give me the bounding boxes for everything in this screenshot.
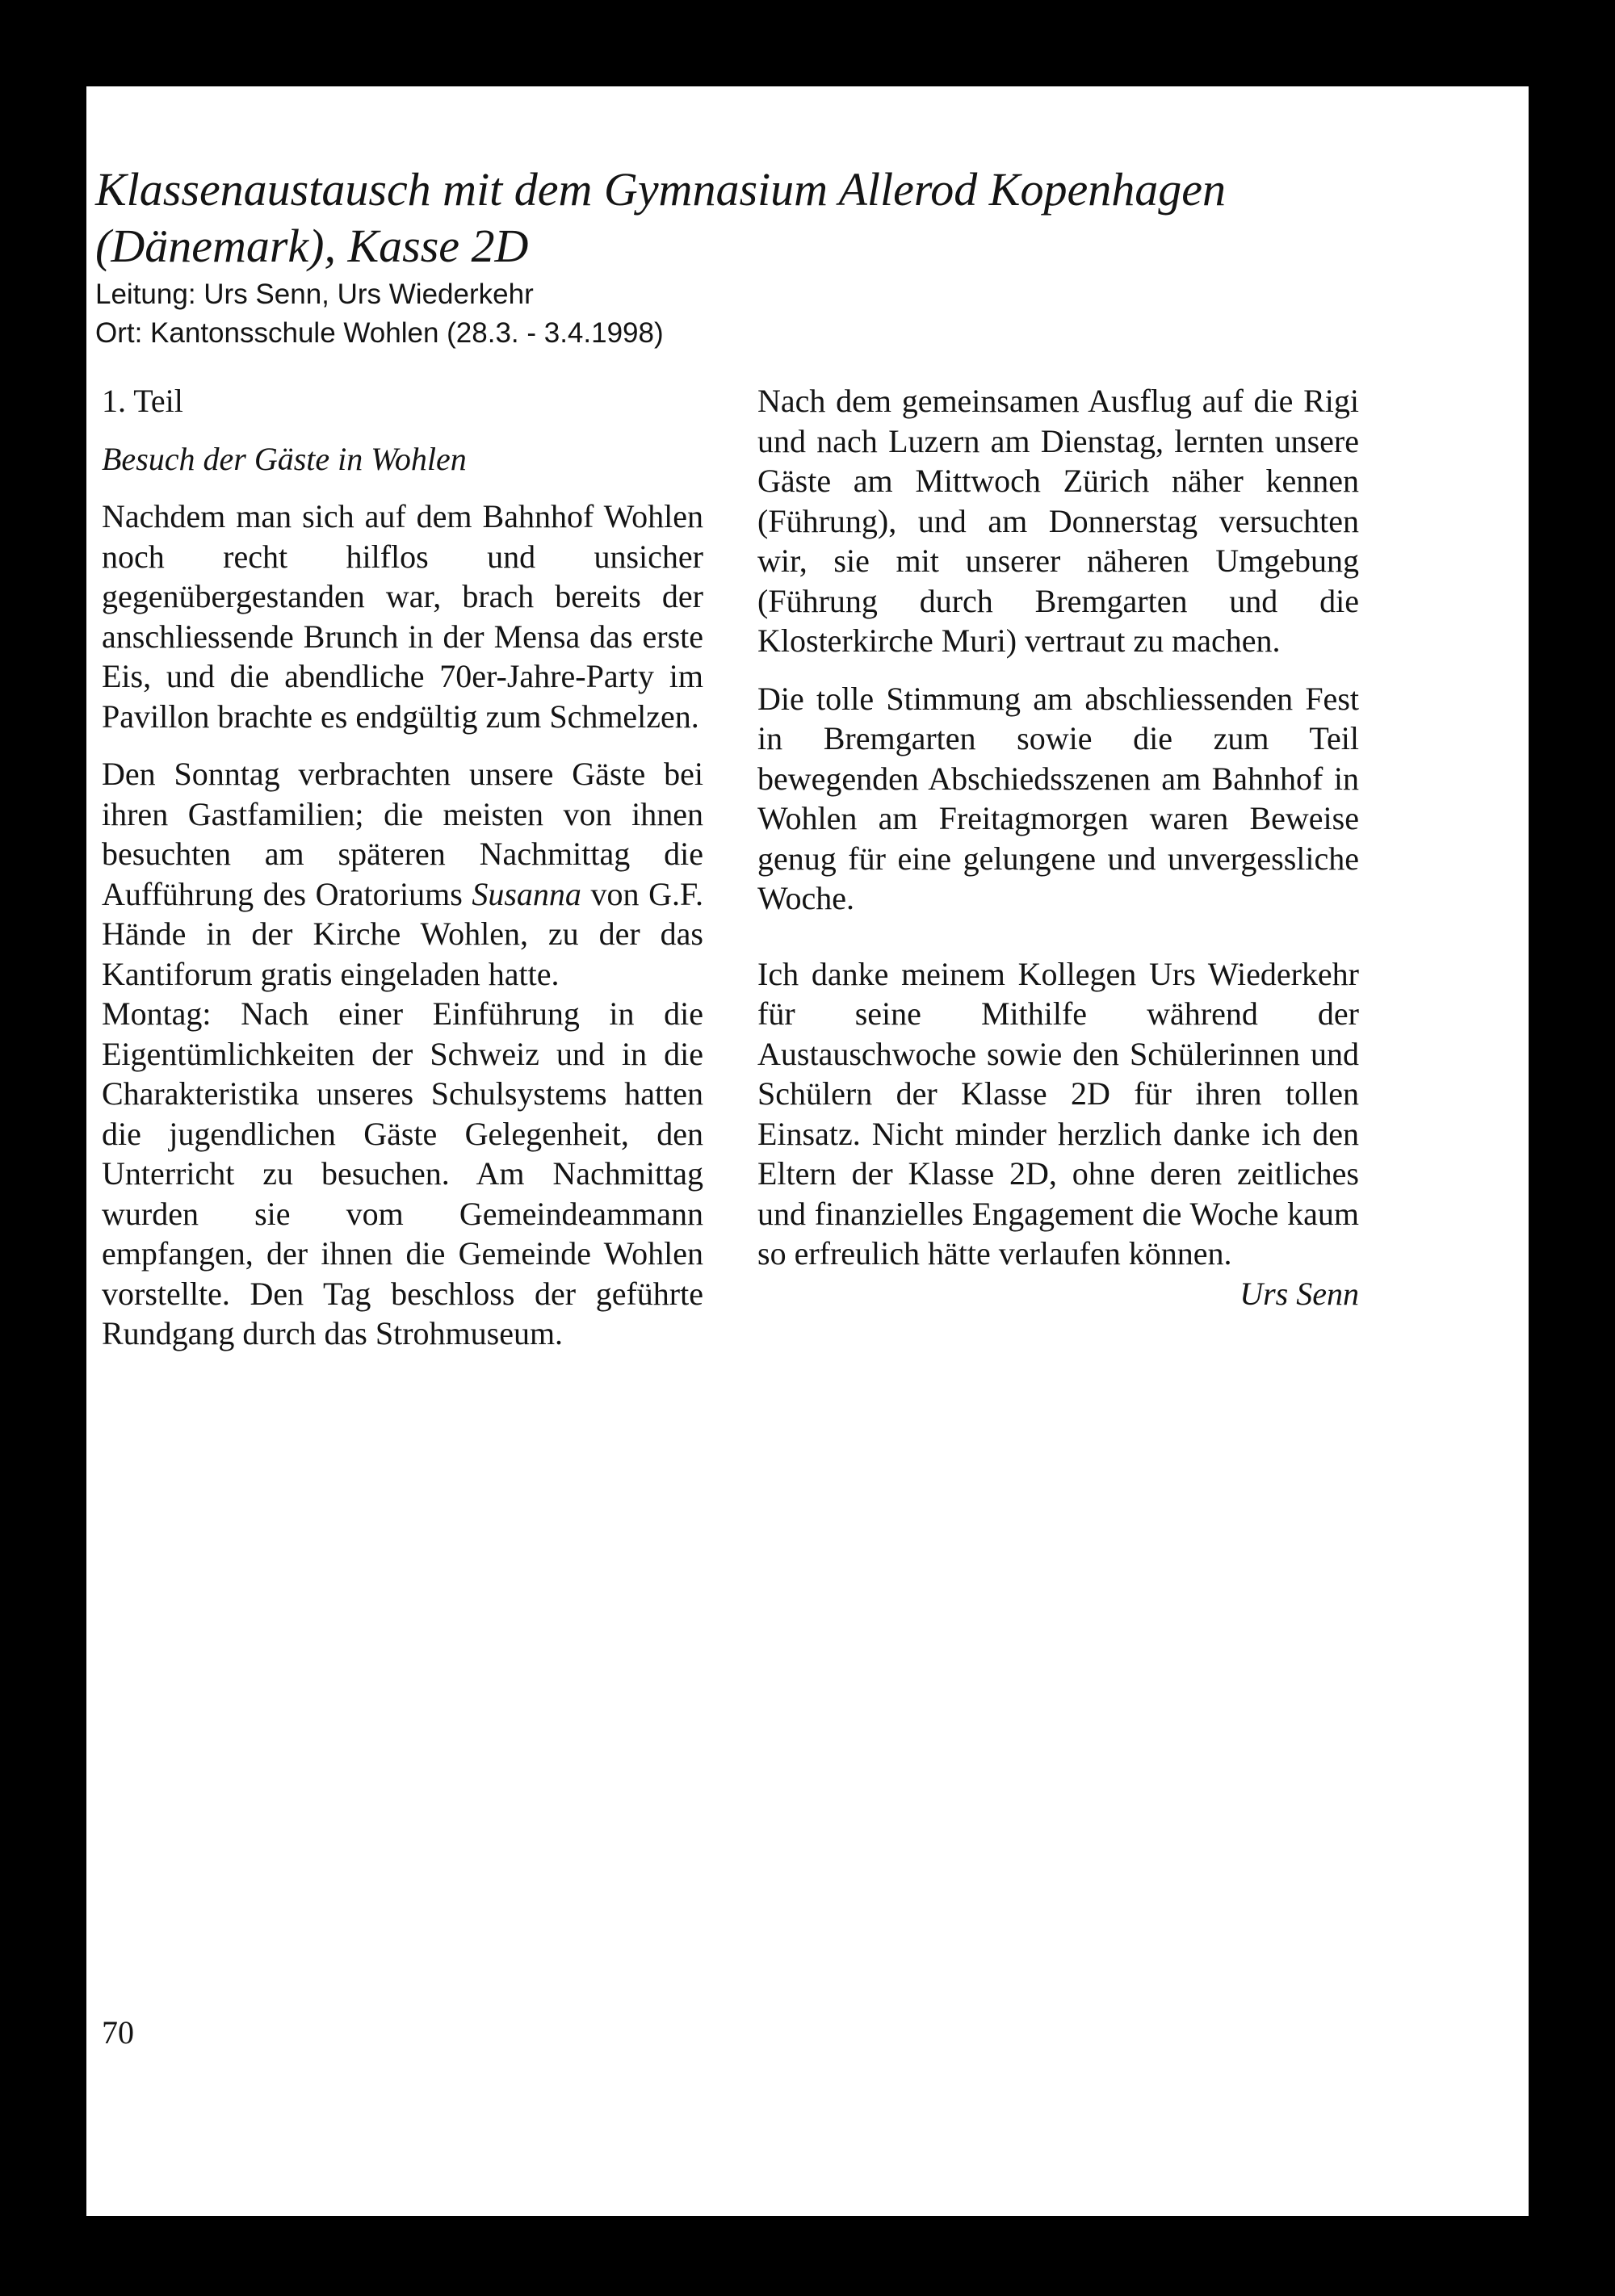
paragraph-text: von G.F. Hände in der Kirche Wohlen, zu der das Kantiforum gratis eingeladen hatte. <box>102 875 704 992</box>
section-subtitle: Besuch der Gäste in Wohlen <box>102 440 467 477</box>
right-column <box>757 381 1359 1331</box>
article-header <box>95 161 1387 352</box>
leitung-line: Leitung: Urs Senn, Urs Wiederkehr <box>95 279 534 310</box>
paragraph: Montag: Nach einer Einführung in die Eigentümlichkeiten der Schweiz und in die Charakteristika unseres Schulsystems hatten die jugendlichen Gäste Gelegenheit, den Unterricht zu besuchen. Am Nachmittag wurden sie vom Gemeindeammann empfangen, der ihnen die Gemeinde Wohlen vorstellte. Den Tag beschloss der geführte Rundgang durch das Strohmuseum. <box>102 995 703 1351</box>
title-line-1: Klassenaustausch mit dem Gymnasium Allerod Kopenhagen <box>95 163 1226 216</box>
ort-line: Ort: Kantonsschule Wohlen (28.3. - 3.4.1998) <box>95 317 664 349</box>
paragraph: Ich danke meinem Kollegen Urs Wiederkehr für seine Mithilfe während der Austauschwoche sowie den Schülerinnen und Schülern der Klasse 2D für ihren tollen Einsatz. Nicht minder herzlich danke ich den Eltern der Klasse 2D, ohne deren zeitliches und finanzielles Engagement die Woche kaum so erfreulich hätte verlaufen können. <box>757 955 1359 1272</box>
title-line-2: (Dänemark), Kasse 2D <box>95 220 529 272</box>
work-title: Susanna <box>472 875 581 912</box>
left-column <box>102 381 703 1372</box>
paragraph: Die tolle Stimmung am abschliessenden Fest in Bremgarten sowie die zum Teil bewegenden Abschiedsszenen am Bahnhof in Wohlen am Freitagmorgen waren Beweise genug für eine gelungene und unvergessliche Woche. <box>757 680 1359 916</box>
article-title <box>95 161 1387 274</box>
paragraph: Nach dem gemeinsamen Ausflug auf die Rigi und nach Luzern am Dienstag, lernten unsere Gäste am Mittwoch Zürich näher kennen (Führung), und am Donnerstag versuchten wir, sie mit unserer näheren Umgebung (Führung durch Bremgarten und die Klosterkirche Muri) vertraut zu machen. <box>757 383 1359 659</box>
paragraph: Nachdem man sich auf dem Bahnhof Wohlen noch recht hilflos und unsicher gegenübergestanden war, brach bereits der anschliessende Brunch in der Mensa das erste Eis, und die abendliche 70er-Jahre-Party im Pavillon brachte es endgültig zum Schmelzen. <box>102 498 703 735</box>
author-signature: Urs Senn <box>1240 1275 1359 1312</box>
part-label: 1. Teil <box>102 383 183 419</box>
page-number: 70 <box>102 2014 134 2051</box>
paragraph <box>102 754 703 994</box>
paragraph-text: Den Sonntag verbrachten unsere Gäste bei ihren Gastfamilien; die meisten von ihnen besuchten am späteren Nachmittag die Aufführung des Oratoriums <box>102 756 703 912</box>
